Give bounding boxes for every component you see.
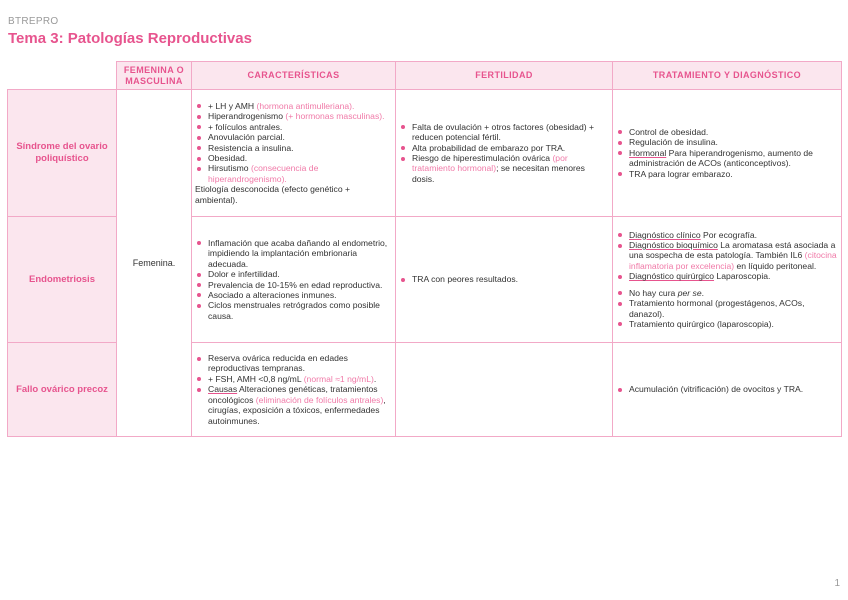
fop-fertility-cell <box>396 343 613 437</box>
sop-fertility-list <box>399 122 608 184</box>
row-label-fallo-ovarico: Fallo ovárico precoz <box>8 343 117 437</box>
row-label-endometriosis: Endometriosis <box>8 217 117 343</box>
list-item: Ciclos menstruales retrógrados como posible causa. <box>195 300 391 321</box>
list-item: Dolor e infertilidad. <box>195 269 391 279</box>
list-item: Hirsutismo (consecuencia de hiperandrogenismo). <box>195 163 391 184</box>
endo-treatment-list <box>616 230 837 330</box>
list-item: Acumulación (vitrificación) de ovocitos y TRA. <box>616 384 837 394</box>
endo-treatment-cell <box>613 217 842 343</box>
header-sex: FEMENINA O MASCULINA <box>117 62 192 90</box>
row-label-sop: Síndrome del ovario poliquístico <box>8 90 117 217</box>
list-item: Resistencia a insulina. <box>195 143 391 153</box>
list-item: + folículos antrales. <box>195 122 391 132</box>
list-item: Hormonal Para hiperandrogenismo, aumento de administración de ACOs (anticonceptivos). <box>616 148 837 169</box>
list-item: TRA para lograr embarazo. <box>616 169 837 179</box>
fop-treatment-list <box>616 384 837 394</box>
list-item: Diagnóstico bioquímico La aromatasa está asociada a una sospecha de esta patología. También IL6 (citocina inflamatoria por excelencia) en líquido peritoneal. <box>616 240 837 271</box>
list-item: Causas Alteraciones genéticas, tratamientos oncológicos (eliminación de folículos antrales), cirugías, exposición a tóxicos, enfermedades autoinmunes. <box>195 384 391 426</box>
sop-features-cell <box>192 90 396 217</box>
list-item: Reserva ovárica reducida en edades reproductivas tempranas. <box>195 353 391 374</box>
list-item: Inflamación que acaba dañando al endometrio, impidiendo la implantación embrionaria adecuada. <box>195 238 391 269</box>
table-row <box>8 90 842 217</box>
list-item: Regulación de insulina. <box>616 137 837 147</box>
list-item: Tratamiento quirúrgico (laparoscopia). <box>616 319 837 329</box>
list-item: + LH y AMH (hormona antimulleriana). <box>195 101 391 111</box>
list-item: TRA con peores resultados. <box>399 274 608 284</box>
sop-etiology: Etiología desconocida (efecto genético + ambiental). <box>195 184 351 205</box>
pathologies-table <box>7 61 842 437</box>
endo-fertility-cell <box>396 217 613 343</box>
list-item: Hiperandrogenismo (+ hormonas masculinas). <box>195 111 391 121</box>
fop-features-cell <box>192 343 396 437</box>
subject-code: BTREPRO <box>8 16 59 27</box>
list-item: Anovulación parcial. <box>195 132 391 142</box>
endo-fertility-list <box>399 274 608 284</box>
sop-fertility-cell <box>396 90 613 217</box>
list-item: Asociado a alteraciones inmunes. <box>195 290 391 300</box>
list-item: + FSH, AMH <0,8 ng/mL (normal ≈1 ng/mL). <box>195 374 391 384</box>
list-item: Obesidad. <box>195 153 391 163</box>
page-number: 1 <box>834 578 840 589</box>
endo-features-list <box>195 238 391 321</box>
sop-features-list <box>195 101 391 184</box>
list-item: Alta probabilidad de embarazo por TRA. <box>399 143 608 153</box>
list-item: Riesgo de hiperestimulación ovárica (por tratamiento hormonal); se necesitan menores dosis. <box>399 153 608 184</box>
list-item: Diagnóstico clínico Por ecografía. <box>616 230 837 240</box>
list-item: No hay cura per se. <box>616 288 837 298</box>
sex-cell: Femenina. <box>117 90 192 437</box>
fop-features-list <box>195 353 391 426</box>
list-item: Prevalencia de 10-15% en edad reproductiva. <box>195 280 391 290</box>
header-features: CARACTERÍSTICAS <box>192 62 396 90</box>
page-title: Tema 3: Patologías Reproductivas <box>8 30 252 47</box>
list-item: Diagnóstico quirúrgico Laparoscopia. <box>616 271 837 281</box>
endo-features-cell <box>192 217 396 343</box>
fop-treatment-cell <box>613 343 842 437</box>
header-treatment: TRATAMIENTO Y DIAGNÓSTICO <box>613 62 842 90</box>
list-item: Falta de ovulación + otros factores (obesidad) + reducen potencial fértil. <box>399 122 608 143</box>
list-item: Tratamiento hormonal (progestágenos, ACOs, danazol). <box>616 298 837 319</box>
sop-treatment-list <box>616 127 837 179</box>
empty-corner-cell <box>8 62 117 90</box>
header-fertility: FERTILIDAD <box>396 62 613 90</box>
list-item: Control de obesidad. <box>616 127 837 137</box>
table-header-row <box>8 62 842 90</box>
sop-treatment-cell <box>613 90 842 217</box>
